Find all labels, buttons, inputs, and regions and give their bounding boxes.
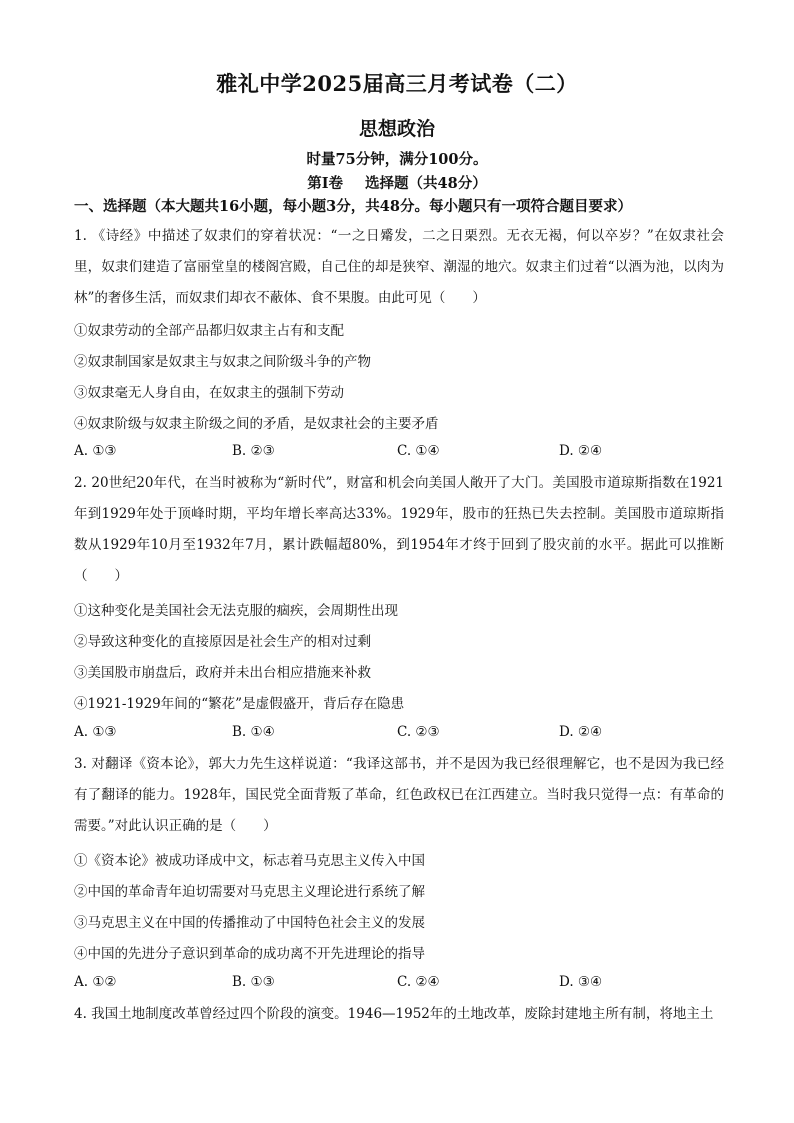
part-title: 选择题（共48分） (365, 175, 487, 192)
choice-b: B. ①④ (232, 724, 275, 740)
choice-c: C. ②④ (397, 974, 440, 990)
question-4-stem: 4. 我国土地制度改革曾经过四个阶段的演变。1946—1952年的土地改革，废除封建地主所有制，将地主土 (74, 1006, 714, 1022)
question-1-item-3: ③奴隶毫无人身自由，在奴隶主的强制下劳动 (74, 385, 344, 401)
question-2-stem: 2. 20世纪20年代，在当时被称为“新时代”，财富和机会向美国人敞开了大门。美国股市道琼斯指数在1921年到1929年处于顶峰时期，平均年增长率高达33%。1929年，股市的狂热已失去控制。美国股市道琼斯指数从1929年10月至1932年7月，累计跌幅超80%，到1954年才终于回到了股灾前的水平。据此可以推断（ ） (74, 475, 724, 584)
question-1-stem: 1. 《诗经》中描述了奴隶们的穿着状况：“一之日觱发，二之日栗烈。无衣无褐，何以卒岁？”在奴隶社会里，奴隶们建造了富丽堂皇的楼阁宫殿，自己住的却是狭窄、潮湿的地穴。奴隶主们过着“以酒为池，以肉为林”的奢侈生活，而奴隶们却衣不蔽体、食不果腹。由此可见（ ） (74, 228, 724, 306)
choice-d: D. ②④ (559, 724, 603, 740)
section-title: 一、选择题（本大题共16小题，每小题3分，共48分。每小题只有一项符合题目要求） (74, 198, 632, 215)
question-3-item-2: ②中国的革命青年迫切需要对马克思主义理论进行系统了解 (74, 884, 425, 900)
question-1-item-1: ①奴隶劳动的全部产品都归奴隶主占有和支配 (74, 323, 344, 339)
question-2-item-4: ④1921-1929年间的“繁花”是虚假盛开，背后存在隐患 (74, 696, 405, 712)
part-label: 第Ⅰ卷 (307, 175, 344, 192)
choice-d: D. ③④ (559, 974, 603, 990)
question-3-stem: 3. 对翻译《资本论》，郭大力先生这样说道：“我译这部书，并不是因为我已经很理解它，也不是因为我已经有了翻译的能力。1928年，国民党全面背叛了革命，红色政权已在江西建立。当时我只觉得一点：有革命的需要。”对此认识正确的是（ ） (74, 756, 724, 834)
choice-a: A. ①③ (74, 724, 117, 740)
choice-d: D. ②④ (559, 443, 603, 459)
question-3-item-1: ①《资本论》被成功译成中文，标志着马克思主义传入中国 (74, 853, 425, 869)
choice-c: C. ①④ (397, 443, 440, 459)
question-3-item-4: ④中国的先进分子意识到革命的成功离不开先进理论的指导 (74, 946, 425, 962)
question-2-item-2: ②导致这种变化的直接原因是社会生产的相对过剩 (74, 634, 371, 650)
question-3-item-3: ③马克思主义在中国的传播推动了中国特色社会主义的发展 (74, 915, 425, 931)
choice-b: B. ①③ (232, 974, 275, 990)
question-1-item-2: ②奴隶制国家是奴隶主与奴隶之间阶级斗争的产物 (74, 354, 371, 370)
question-1-item-4: ④奴隶阶级与奴隶主阶级之间的矛盾，是奴隶社会的主要矛盾 (74, 416, 439, 432)
choice-a: A. ①② (74, 974, 117, 990)
choice-b: B. ②③ (232, 443, 275, 459)
choice-c: C. ②③ (397, 724, 440, 740)
choice-a: A. ①③ (74, 443, 117, 459)
question-2-item-3: ③美国股市崩盘后，政府并未出台相应措施来补救 (74, 665, 371, 681)
question-2-item-1: ①这种变化是美国社会无法克服的痼疾，会周期性出现 (74, 603, 398, 619)
exam-meta: 时量75分钟，满分100分。 (306, 151, 488, 168)
part-heading (0, 172, 794, 193)
subject-title: 思想政治 (358, 118, 435, 140)
exam-title: 雅礼中学2025届高三月考试卷（二） (216, 71, 578, 96)
